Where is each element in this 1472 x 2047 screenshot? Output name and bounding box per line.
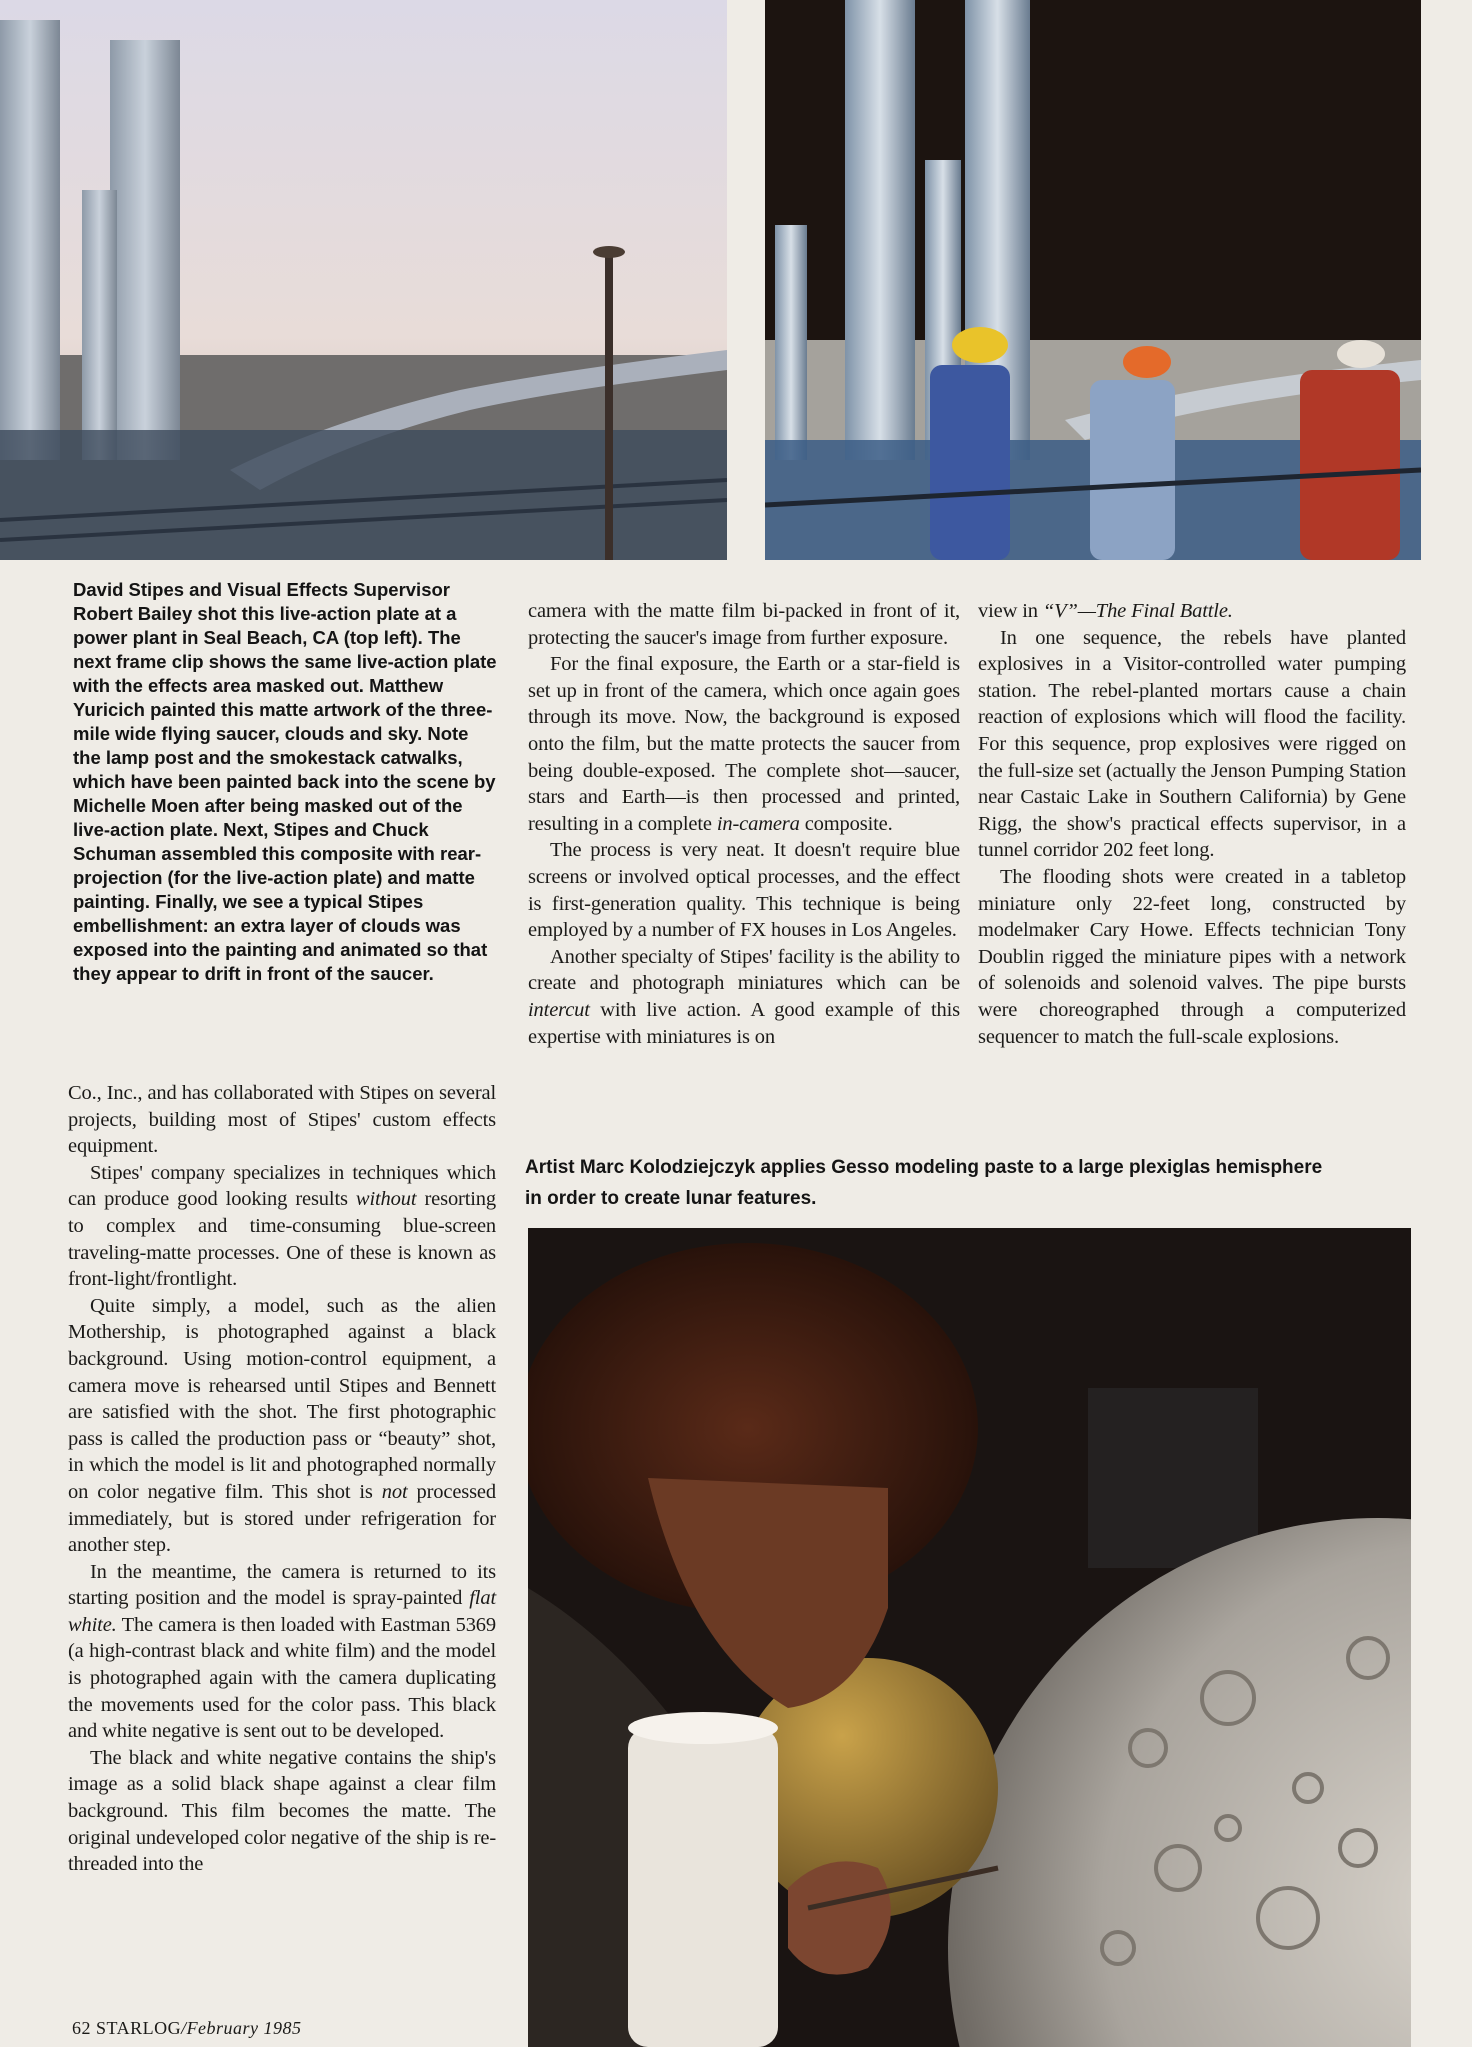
paragraph: Another specialty of Stipes' facility is the ability to create and photograph miniatures which can be intercut with live action. A good example of this expertise with miniatures is on [528,945,960,1048]
issue-date: /February 1985 [181,2018,302,2038]
paragraph: In the meantime, the camera is returned to its starting position and the model is spray-painted flat white. The camera is then loaded with Eastman 5369 (a high-contrast black and white film) and the model is photographed again with the camera duplicating the movements used for the color pass. This black and white negative is sent out to be developed. [68,1560,496,1743]
magazine-name: STARLOG [96,2018,182,2038]
text-column-1 [68,1080,496,1878]
paragraph: Co., Inc., and has collaborated with Stipes on several projects, building most of Stipes' custom effects equipment. [68,1082,496,1158]
photo-masked-plate-workers [765,0,1421,560]
paragraph: In one sequence, the rebels have planted explosives in a Visitor-controlled water pumping station. The rebel-planted mortars cause a chain reaction of explosions which will flood the facility. For this sequence, prop explosives were rigged on the full-size set (actually the Jenson Pumping Station near Castaic Lake in Southern California) by Gene Rigg, the show's practical effects supervisor, in a tunnel corridor 202 feet long. [978,626,1406,862]
paragraph: camera with the matte film bi-packed in front of it, protecting the saucer's image from further exposure. [528,600,960,649]
text-column-2 [528,598,960,1050]
paragraph: The flooding shots were created in a tabletop miniature only 22-feet long, constructed by modelmaker Cary Howe. Effects technician Tony Doublin rigged the miniature pipes with a network of solenoids and solenoid valves. The pipe bursts were choreographed through a computerized sequencer to match the full-scale explosions. [978,865,1406,1048]
paragraph: For the final exposure, the Earth or a star-field is set up in front of the camera, which once again goes through its move. Now, the background is exposed onto the film, but the matte protects the saucer from being double-exposed. The complete shot—saucer, stars and Earth—is then processed and printed, resulting in a complete in-camera composite. [528,653,960,835]
paragraph: The black and white negative contains the ship's image as a solid black shape against a clear film background. This film becomes the matte. The original undeveloped color negative of the ship is re-threaded into the [68,1746,496,1876]
paragraph: Stipes' company specializes in techniques which can produce good looking results without resorting to complex and time-consuming blue-screen traveling-matte processes. One of these is known as front-light/frontlight. [68,1161,497,1291]
paragraph: The process is very neat. It doesn't require blue screens or involved optical processes, and the effect is first-generation quality. This technique is being employed by a number of FX houses in Los Angeles. [528,839,960,942]
text-column-3 [978,598,1406,1050]
photo-artist-lunar-hemisphere [528,1228,1411,2047]
paragraph: view in “V”—The Final Battle. [978,600,1233,622]
caption-matte-process: David Stipes and Visual Effects Supervisor Robert Bailey shot this live-action plate at a power plant in Seal Beach, CA (top left). The next frame clip shows the same live-action plate with the effects area masked out. Matthew Yuricich painted this matte artwork of the three-mile wide flying saucer, clouds and sky. Note the lamp post and the smokestack catwalks, which have been painted back into the scene by Michelle Moen after being masked out of the live-action plate. Next, Stipes and Chuck Schuman assembled this composite with rear-projection (for the live-action plate) and matte painting. Finally, we see a typical Stipes embellishment: an extra layer of clouds was exposed into the painting and animated so that they appear to drift in front of the saucer. [73,579,497,984]
caption-lunar-hemisphere: Artist Marc Kolodziejczyk applies Gesso modeling paste to a large plexiglas hemisphere in order to create lunar features. [525,1157,1323,1209]
page-folio [72,2018,302,2039]
photo-power-plant-plate [0,0,727,560]
paragraph: Quite simply, a model, such as the alien Mothership, is photographed against a black background. Using motion-control equipment, a camera move is rehearsed until Stipes and Bennett are satisfied with the shot. The first photographic pass is called the production pass or “beauty” shot, in which the model is lit and photographed normally on color negative film. This shot is not processed immediately, but is stored under refrigeration for another step. [68,1294,496,1557]
page-number: 62 [72,2018,91,2038]
